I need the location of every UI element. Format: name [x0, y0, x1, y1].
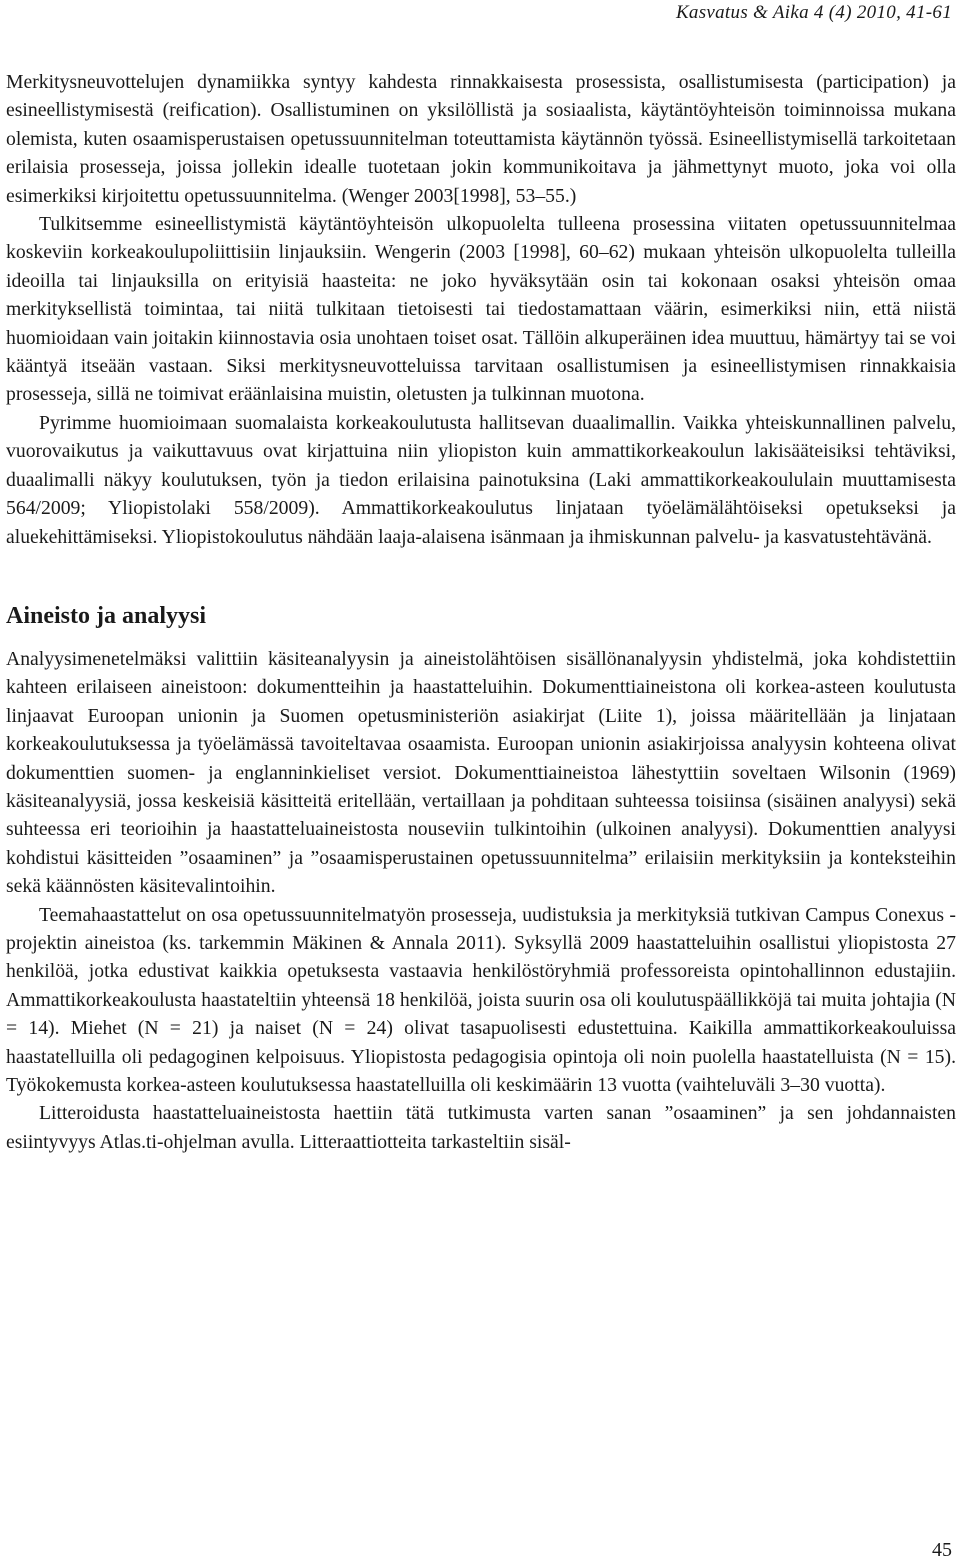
paragraph-analyysimenetelma: Analyysimenetelmäksi valittiin käsiteanalyysin ja aineistolähtöisen sisällönanalyysin yhdistelmä, joka kohdistettiin kahteen erilaiseen aineistoon: dokumentteihin ja haastatteluihin. Dokumenttiaineistona oli korkea-asteen koulutusta linjaavat Euroopan unionin ja Suomen opetusministeriön asiakirjat (Liite 1), joissa määritellään ja linjataan korkeakoulutuksessa ja työelämässä tavoiteltavaa osaamista. Euroopan unionin asiakirjoissa analyysin kohteena olivat dokumenttien suomen- ja englanninkieliset versiot. Dokumenttiaineistoa lähestyttiin soveltaen Wilsonin (1969) käsiteanalyysiä, jossa keskeisiä käsitteitä eritellään, vertaillaan ja pohditaan suhteessa toisiinsa (sisäinen analyysi) sekä suhteessa eri teorioihin ja haastatteluaineistosta nouseviin tulkintoihin (ulkoinen analyysi). Dokumenttien analyysi kohdistui käsitteiden ”osaaminen” ja ”osaamisperustainen opetussuunnitelma” erilaisiin merkityksiin ja konteksteihin sekä käännösten käsitevalintoihin. [6, 647, 956, 898]
paragraph-litteroidusta: Litteroidusta haastatteluaineistosta haettiin tätä tutkimusta varten sanan ”osaaminen” ja sen johdannaisten esiintyvyys Atlas.ti-ohjelman avulla. Litteraattiotteita tarkasteltiin sisäl- [6, 1102, 956, 1153]
section-heading: Aineisto ja analyysi [6, 602, 207, 629]
running-head: Kasvatus & Aika 4 (4) 2010, 41-61 [675, 2, 952, 23]
paragraph-merkitysneuvottelut: Merkitysneuvottelujen dynamiikka syntyy kahdesta rinnakkaisesta prosessista, osallistumisesta (participation) ja esineellistymisestä (reification). Osallistuminen on yksilöllistä ja sosiaalista, käytäntöyhteisön toiminnoissa mukana olemista, kuten osaamisperustaisen opetussuunnitelman toteuttamista käytännön työssä. Esineellistymisellä tarkoitetaan erilaisia prosesseja, joissa jollekin idealle tuotetaan jokin kommunikoitava ja jähmettynyt muoto, joka voi olla esimerkiksi kirjoitettu opetussuunnitelma. (Wenger 2003[1998], 53–55.) [6, 71, 956, 207]
paragraph-teemahaastattelut: Teemahaastattelut on osa opetussuunnitelmatyön prosesseja, uudistuksia ja merkityksiä tutkivan Campus Conexus -projektin aineistoa (ks. tarkemmin Mäkinen & Annala 2011). Syksyllä 2009 haastatteluihin osallistui yliopistosta 27 henkilöä, jotka edustivat kaikkia opetuksesta vastaavia henkilöstöryhmiä professoreista opintohallinnon edustajiin. Ammattikorkeakoulusta haastateltiin yhteensä 18 henkilöä, joista suurin osa oli koulutuspäällikköjä tai muita johtajia (N = 14). Miehet (N = 21) ja naiset (N = 24) olivat tasapuolisesti edustettuina. Kaikilla ammattikorkeakouluissa haastatelluilla oli pedagoginen kelpoisuus. Yliopistosta pedagogisia opintoja oli noin puolella haastatelluista (N = 15). Työkokemusta korkea-asteen koulutuksessa haastatelluilla oli keskimäärin 13 vuotta (vaihteluväli 3–30 vuotta). [6, 903, 956, 1096]
paragraph-duaalimalli: Pyrimme huomioimaan suomalaista korkeakoulutusta hallitsevan duaalimallin. Vaikka yhteiskunnallinen palvelu, vuorovaikutus ja vaikuttavuus ovat kirjattuina niin yliopiston kuin ammattikorkeakoulun lakisääteisiksi tehtäviksi, duaalimalli näkyy koulutuksen, työn ja tiedon erilaisina painotuksina (Laki ammattikorkeakoululain muuttamisesta 564/2009; Yliopistolaki 558/2009). Ammattikorkeakoulutus linjataan työelämälähtöiseksi opetukseksi ja aluekehittämiseksi. Yliopistokoulutus nähdään laaja-alaisena isänmaan ja ihmiskunnan palvelu- ja kasvatustehtävänä. [6, 411, 956, 548]
paragraph-tulkitsemme: Tulkitsemme esineellistymistä käytäntöyhteisön ulkopuolelta tulleena prosessina viitaten opetussuunnitelmaa koskeviin korkeakoulupoliittisiin linjauksiin. Wengerin (2003 [1998], 60–62) mukaan yhteisön ulkopuolelta tulleilla ideoilla tai linjauksilla on erityisiä haasteita: ne joko hyväksytään osin tai kokonaan osaksi yhteisön omaa merkityksellistä toimintaa, tai niitä tulkitaan tietoisesti tai tiedostamattaan väärin, esimerkiksi niin, että niistä huomioidaan vain joitakin kiinnostavia osia unohtaen toiset osat. Tällöin alkuperäinen idea muuttuu, hämärtyy tai se voi kääntyä itseään vastaan. Siksi merkitysneuvotteluissa tarvitaan osallistumisen ja esineellistymisen rinnakkaisia prosesseja, sillä ne toimivat eräänlaisina muistin, oletusten ja tulkinnan muotona. [6, 213, 956, 406]
page-number: 45 [932, 1539, 952, 1561]
article-body [6, 68, 956, 1156]
